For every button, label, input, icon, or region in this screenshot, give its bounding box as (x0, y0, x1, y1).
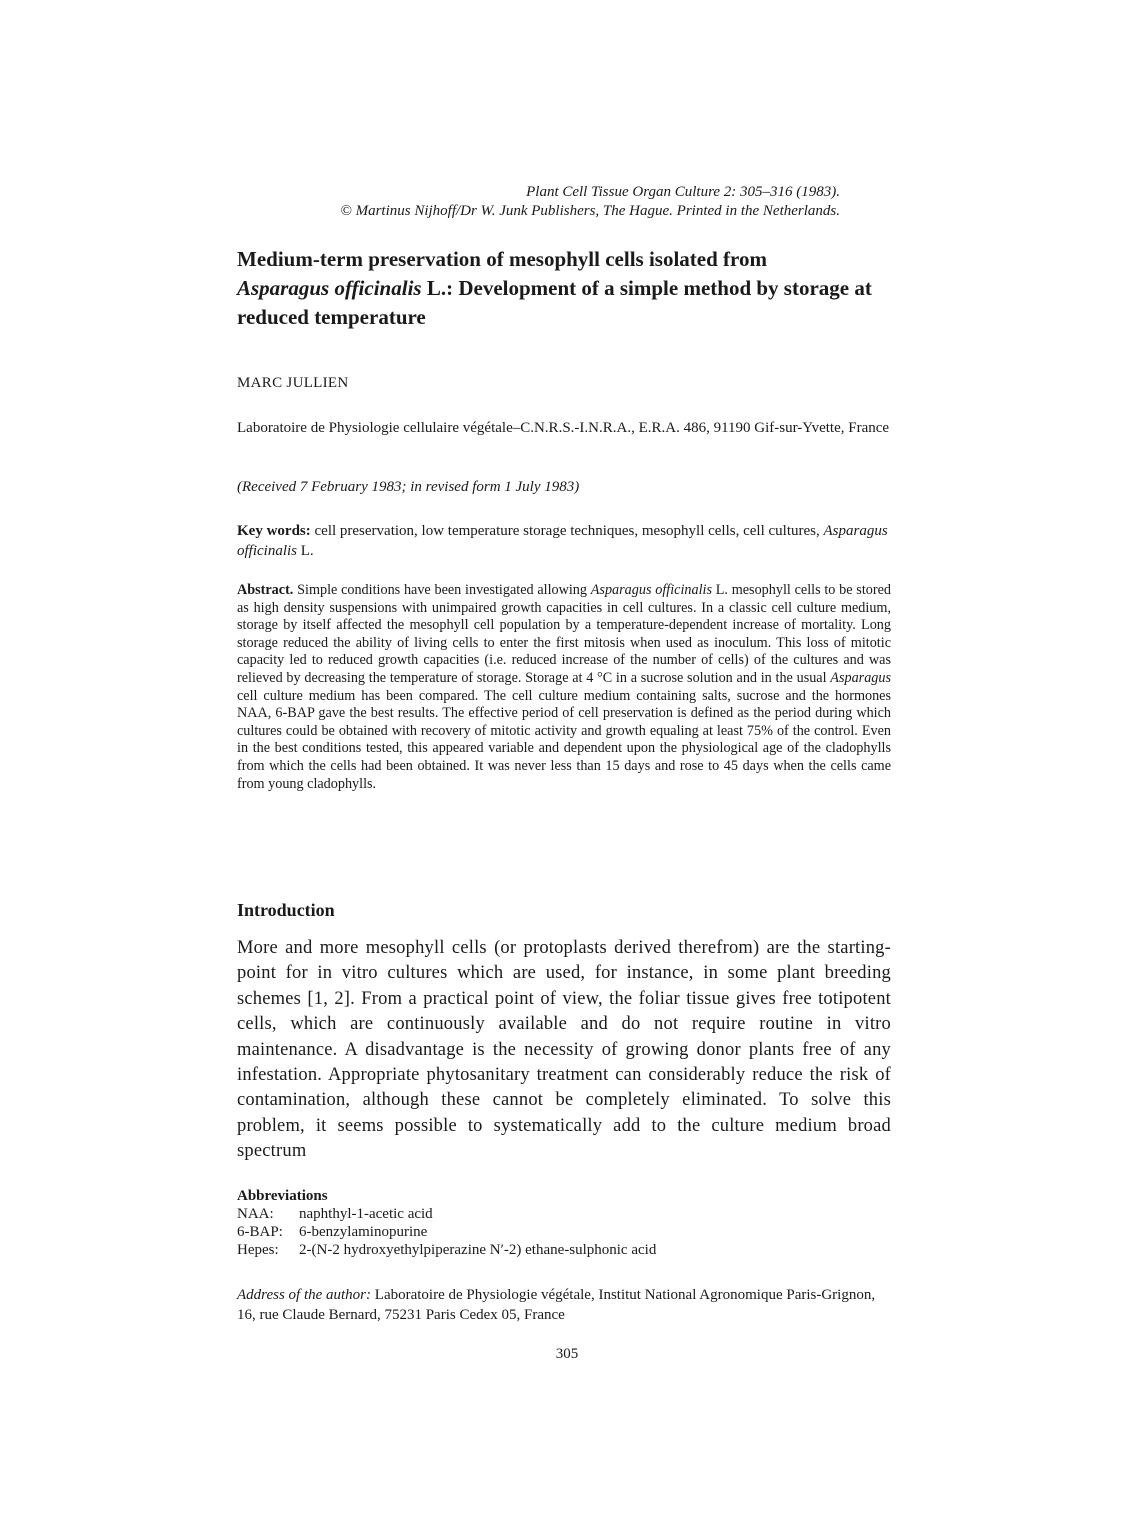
journal-citation: Plant Cell Tissue Organ Culture 2: 305–316 (1983). (526, 184, 840, 200)
author-name: MARC JULLIEN (237, 375, 349, 391)
abbreviation-value: 2-(N-2 hydroxyethylpiperazine N′-2) ethane-sulphonic acid (299, 1242, 657, 1258)
keywords (237, 521, 891, 561)
page-number: 305 (555, 1346, 579, 1362)
abstract (237, 582, 891, 793)
keywords-tail: L. (297, 543, 314, 559)
abbreviation-value: 6-benzylaminopurine (299, 1224, 428, 1240)
abbreviation-row (237, 1241, 891, 1259)
title-species: Asparagus officinalis (237, 276, 422, 300)
introduction-heading: Introduction (237, 900, 335, 920)
abbreviation-row (237, 1205, 891, 1223)
abbreviation-key: 6-BAP: (237, 1224, 283, 1240)
received-dates: (Received 7 February 1983; in revised form 1 July 1983) (237, 479, 580, 495)
abbreviation-value: naphthyl-1-acetic acid (299, 1206, 433, 1222)
address-text: Laboratoire de Physiologie végétale, Institut National Agronomique Paris-Grignon, 16, rue Claude Bernard, 75231 Paris Cedex 05, France (237, 1287, 876, 1323)
abstract-label: Abstract. (237, 582, 294, 598)
keywords-label: Key words: (237, 523, 311, 539)
publisher-line: © Martinus Nijhoff/Dr W. Junk Publishers, The Hague. Printed in the Netherlands. (340, 203, 840, 219)
title-part-1: Medium-term preservation of mesophyll cells isolated from (237, 247, 767, 271)
abbreviation-key: NAA: (237, 1206, 274, 1222)
address-lead: Address of the author: (237, 1287, 372, 1303)
author-address (237, 1285, 891, 1325)
abstract-text-2: L. mesophyll cells to be stored as high density suspensions with unimpaired growth capacities in cell cultures. In a classic cell culture medium, storage by itself affected the mesophyll cell population by a temperature-dependent increase of mortality. Long storage reduced the ability of living cells to enter the first mitosis when used as inoculum. This loss of mitotic capacity led to reduced growth capacities (i.e. reduced increase of the number of cells) of the cultures and was relieved by decreasing the temperature of storage. Storage at 4 °C in a sucrose solution and in the usual (237, 582, 891, 686)
abbreviations (237, 1187, 891, 1259)
abstract-text-3: cell culture medium has been compared. The cell culture medium containing salts, sucrose and the hormones NAA, 6-BAP gave the best results. The effective period of cell preservation is defined as the period during which cultures could be obtained with recovery of mitotic activity and growth equaling at least 75% of the control. Even in the best conditions tested, this appeared variable and dependent upon the physiological age of the cladophylls from which the cells had been obtained. It was never less than 15 days and rose to 45 days when the cells came from young cladophylls. (237, 687, 891, 792)
title-part-2: L.: Development of a simple method by storage at reduced temperature (237, 276, 872, 329)
keywords-text: cell preservation, low temperature storage techniques, mesophyll cells, cell cultures, (310, 523, 824, 539)
abstract-genus: Asparagus (830, 669, 891, 686)
abstract-text-1: Simple conditions have been investigated allowing (293, 582, 591, 598)
abbreviation-key: Hepes: (237, 1242, 279, 1258)
introduction-text: More and more mesophyll cells (or protoplasts derived therefrom) are the starting-point for in vitro cultures which are used, for instance, in some plant breeding schemes [1, 2]. From a practical point of view, the foliar tissue gives free totipotent cells, which are continuously available and do not require routine in vitro maintenance. A disadvantage is the necessity of growing donor plants free of any infestation. Appropriate phytosanitary treatment can considerably reduce the risk of contamination, although these cannot be completely eliminated. To solve this problem, it seems possible to systematically add to the culture medium broad spectrum (237, 938, 891, 1162)
keywords-species: Asparagus officinalis (237, 523, 888, 559)
abbreviations-title: Abbreviations (237, 1188, 328, 1204)
article-title (237, 245, 877, 332)
abbreviation-row (237, 1223, 891, 1241)
author-affiliation: Laboratoire de Physiologie cellulaire végétale–C.N.R.S.-I.N.R.A., E.R.A. 486, 91190 Gif-sur-Yvette, France (237, 420, 890, 436)
abstract-species: Asparagus officinalis (590, 582, 712, 598)
